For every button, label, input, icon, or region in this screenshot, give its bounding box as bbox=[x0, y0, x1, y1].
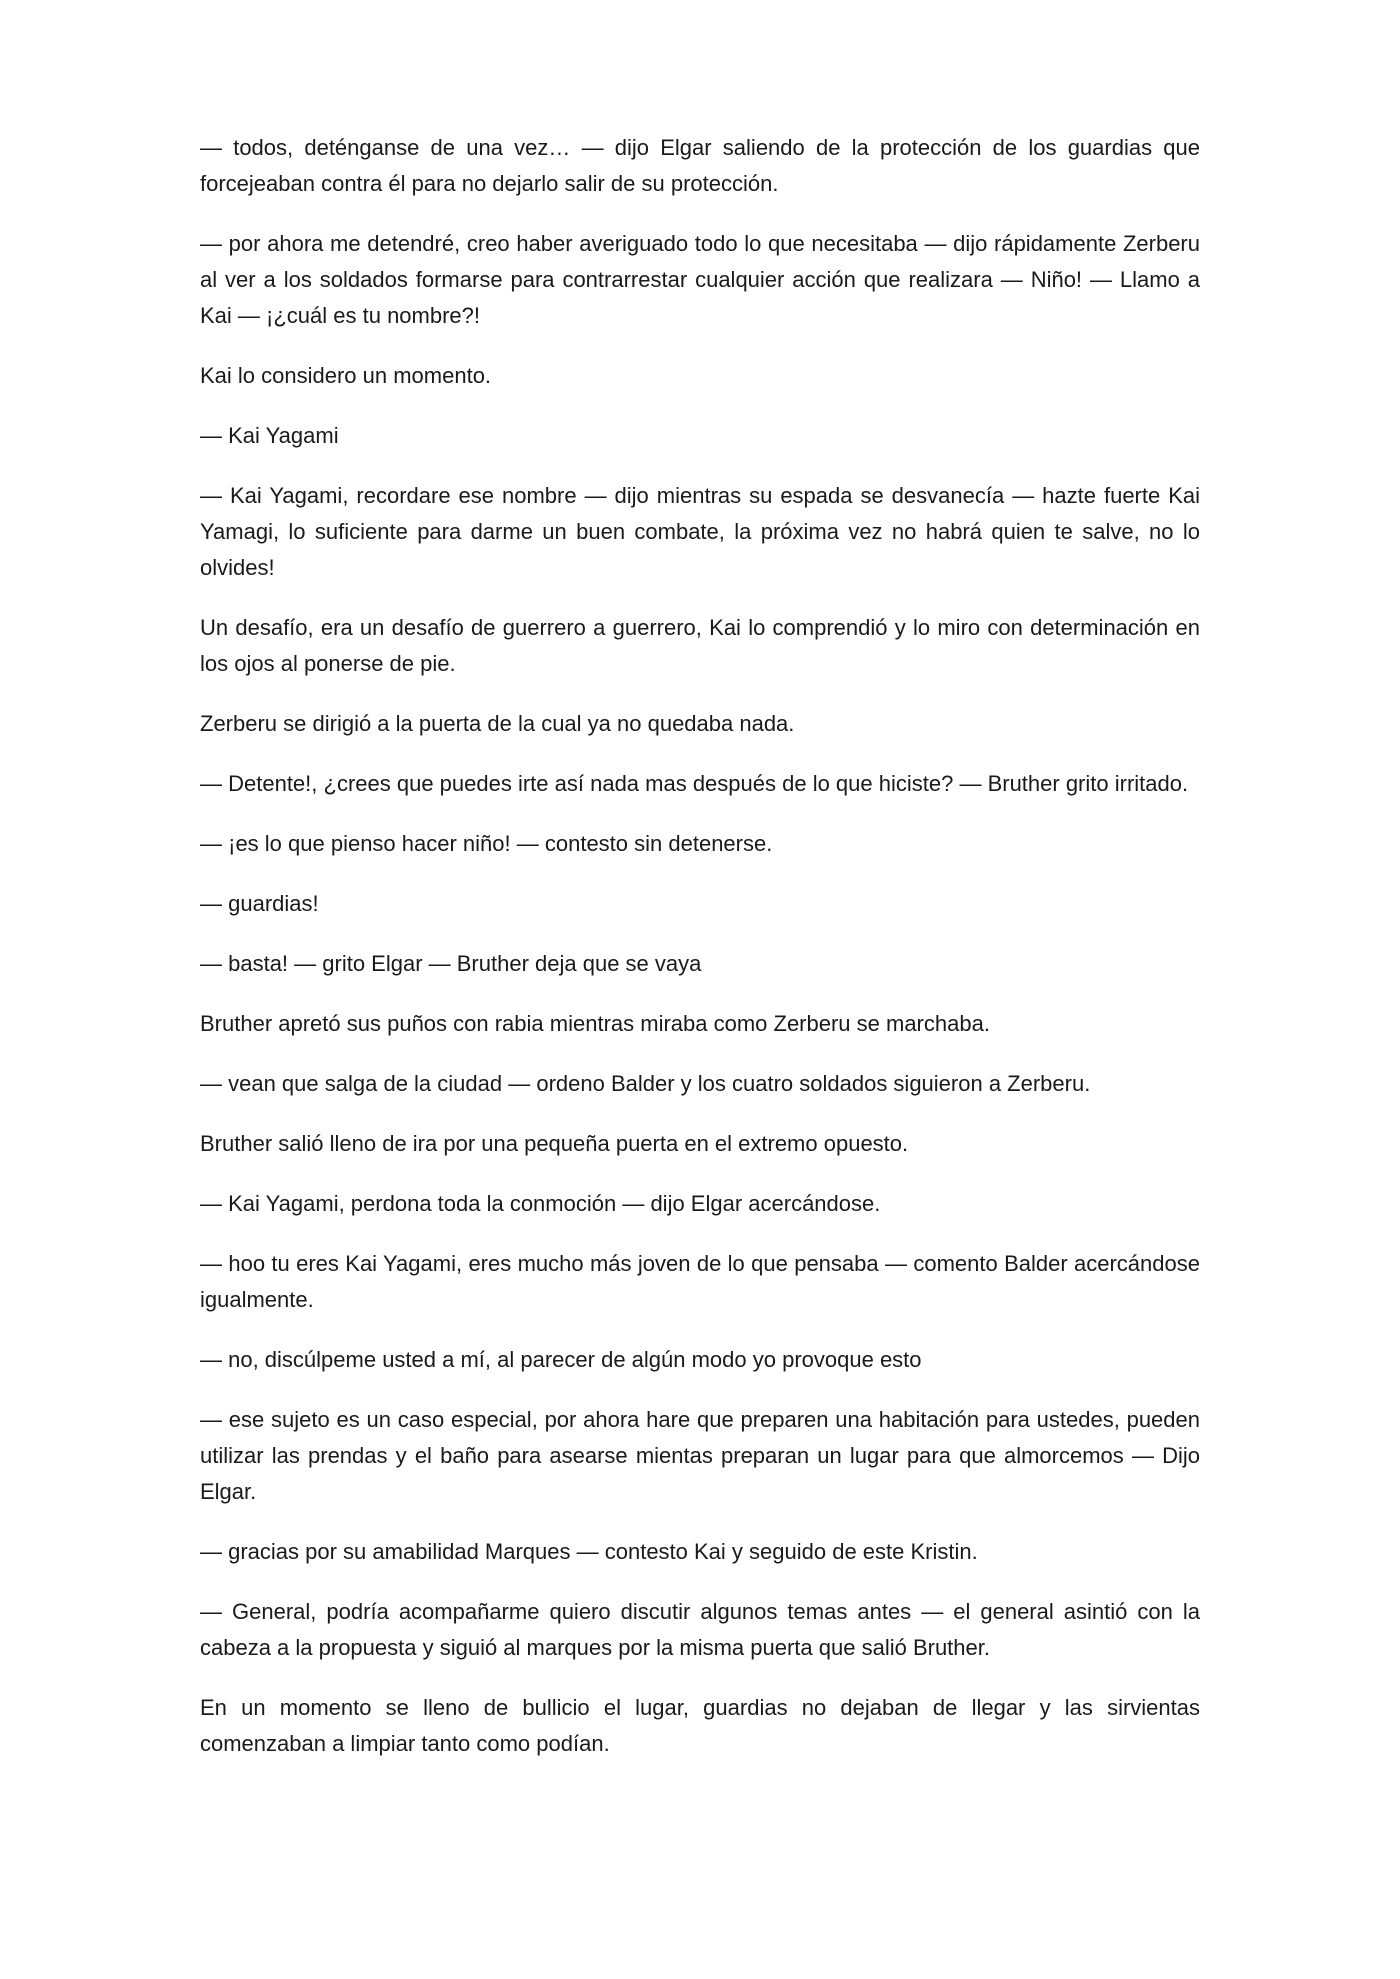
paragraph: Kai lo considero un momento. bbox=[200, 363, 492, 388]
paragraph: — vean que salga de la ciudad — ordeno Balder y los cuatro soldados siguieron a Zerberu. bbox=[200, 1071, 1091, 1096]
paragraph: — basta! — grito Elgar — Bruther deja que se vaya bbox=[200, 951, 702, 976]
paragraph: — hoo tu eres Kai Yagami, eres mucho más joven de lo que pensaba — comento Balder acercándose igualmente. bbox=[200, 1251, 1200, 1312]
paragraph: Zerberu se dirigió a la puerta de la cual ya no quedaba nada. bbox=[200, 711, 795, 736]
paragraph: Un desafío, era un desafío de guerrero a guerrero, Kai lo comprendió y lo miro con determinación en los ojos al ponerse de pie. bbox=[200, 615, 1200, 676]
paragraph: — Kai Yagami, perdona toda la conmoción — dijo Elgar acercándose. bbox=[200, 1191, 881, 1216]
paragraph: — Kai Yagami bbox=[200, 423, 339, 448]
paragraph: — General, podría acompañarme quiero discutir algunos temas antes — el general asintió con la cabeza a la propuesta y siguió al marques por la misma puerta que salió Bruther. bbox=[200, 1599, 1200, 1660]
document-body bbox=[200, 130, 1200, 1786]
paragraph: — todos, deténganse de una vez… — dijo Elgar saliendo de la protección de los guardias que forcejeaban contra él para no dejarlo salir de su protección. bbox=[200, 135, 1200, 196]
paragraph: Bruther apretó sus puños con rabia mientras miraba como Zerberu se marchaba. bbox=[200, 1011, 990, 1036]
paragraph: — guardias! bbox=[200, 891, 319, 916]
paragraph: Bruther salió lleno de ira por una pequeña puerta en el extremo opuesto. bbox=[200, 1131, 909, 1156]
paragraph: — ese sujeto es un caso especial, por ahora hare que preparen una habitación para ustedes, pueden utilizar las prendas y el baño para asearse mientas preparan un lugar para que almorcemos — Dijo Elgar. bbox=[200, 1407, 1200, 1504]
paragraph: — por ahora me detendré, creo haber averiguado todo lo que necesitaba — dijo rápidamente Zerberu al ver a los soldados formarse para contrarrestar cualquier acción que realizara — Niño! — Llamo a Kai — ¡¿cuál es tu nombre?! bbox=[200, 231, 1200, 328]
paragraph: — Kai Yagami, recordare ese nombre — dijo mientras su espada se desvanecía — hazte fuerte Kai Yamagi, lo suficiente para darme un buen combate, la próxima vez no habrá quien te salve, no lo olvides! bbox=[200, 483, 1200, 580]
paragraph: — Detente!, ¿crees que puedes irte así nada mas después de lo que hiciste? — Bruther grito irritado. bbox=[200, 771, 1189, 796]
paragraph: En un momento se lleno de bullicio el lugar, guardias no dejaban de llegar y las sirvientas comenzaban a limpiar tanto como podían. bbox=[200, 1695, 1200, 1756]
paragraph: — no, discúlpeme usted a mí, al parecer de algún modo yo provoque esto bbox=[200, 1347, 922, 1372]
paragraph: — gracias por su amabilidad Marques — contesto Kai y seguido de este Kristin. bbox=[200, 1539, 978, 1564]
paragraph: — ¡es lo que pienso hacer niño! — contesto sin detenerse. bbox=[200, 831, 773, 856]
